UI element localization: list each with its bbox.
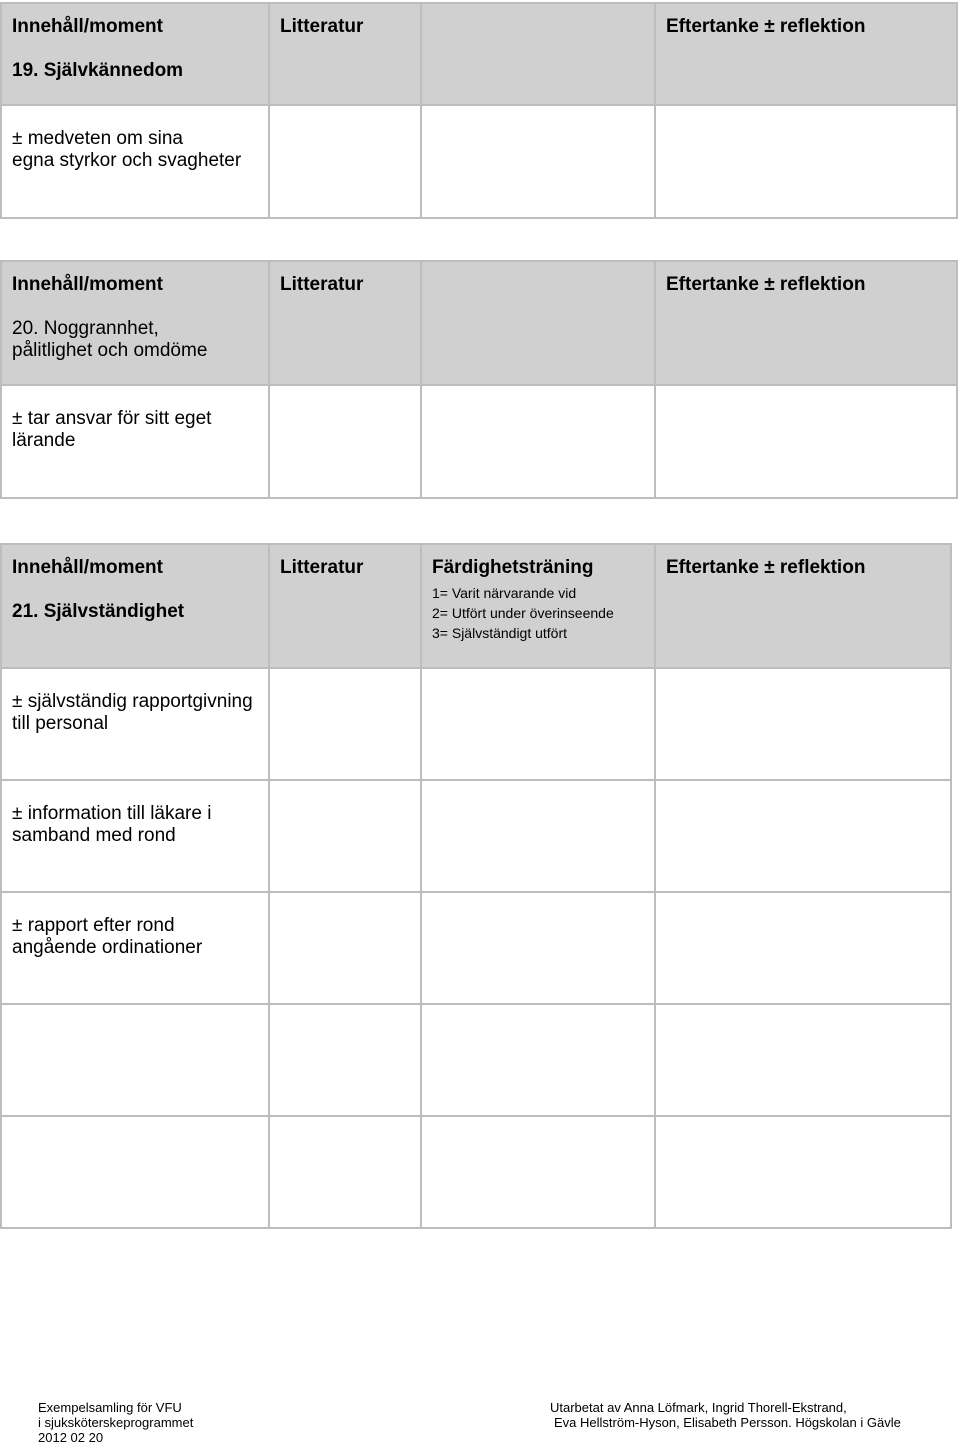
input-cell[interactable] — [655, 1116, 951, 1228]
legend-line: 1= Varit närvarande vid — [432, 585, 577, 601]
input-cell[interactable] — [269, 668, 421, 780]
input-cell[interactable] — [655, 780, 951, 892]
column-header-reflection: Eftertanke ± reflektion — [666, 16, 866, 37]
row-text-line: ± information till läkare i — [12, 803, 212, 824]
input-cell[interactable] — [421, 1116, 655, 1228]
row-text — [2, 669, 268, 735]
column-header-content: Innehåll/moment — [12, 274, 163, 295]
input-cell[interactable] — [421, 892, 655, 1004]
row-cell — [1, 780, 269, 892]
skills-legend — [422, 579, 654, 643]
header-reflection-cell — [655, 3, 957, 105]
input-cell[interactable] — [421, 385, 655, 498]
row-cell — [1, 105, 269, 218]
row-text — [2, 106, 268, 172]
column-header-reflection: Eftertanke ± reflektion — [666, 274, 866, 295]
column-header-literature: Litteratur — [280, 16, 364, 37]
section-title — [2, 296, 268, 362]
input-cell[interactable] — [655, 892, 951, 1004]
input-cell[interactable] — [269, 385, 421, 498]
header-literature-cell — [269, 544, 421, 668]
input-cell[interactable] — [421, 668, 655, 780]
header-skills-cell — [421, 544, 655, 668]
input-cell[interactable] — [421, 1004, 655, 1116]
column-header-reflection: Eftertanke ± reflektion — [666, 557, 866, 578]
row-cell — [1, 668, 269, 780]
section-title: 19. Självkännedom — [12, 60, 184, 81]
section-20-table — [0, 260, 958, 499]
row-cell — [1, 385, 269, 498]
input-cell[interactable] — [421, 105, 655, 218]
input-cell[interactable] — [655, 668, 951, 780]
header-literature-cell — [269, 3, 421, 105]
legend-line: 2= Utfört under överinseende — [432, 605, 614, 621]
section-title-line: 20. Noggrannhet, — [12, 318, 159, 339]
footer-right — [550, 1400, 901, 1430]
row-text — [2, 781, 268, 847]
row-text-line: egna styrkor och svagheter — [12, 150, 242, 171]
row-text-line: samband med rond — [12, 825, 176, 846]
row-text-line: lärande — [12, 430, 76, 451]
footer-right-line: Eva Hellström-Hyson, Elisabeth Persson. Högskolan i Gävle — [554, 1415, 901, 1430]
row-text-line: ± tar ansvar för sitt eget — [12, 408, 212, 429]
legend-line: 3= Självständigt utfört — [432, 625, 568, 641]
footer-left-line: i sjuksköterskeprogrammet — [38, 1415, 194, 1430]
row-text — [2, 893, 268, 959]
row-cell — [1, 892, 269, 1004]
column-header-content: Innehåll/moment — [12, 557, 163, 578]
footer-left — [38, 1400, 193, 1445]
header-blank-cell — [421, 3, 655, 105]
input-cell[interactable] — [421, 780, 655, 892]
row-text-line: ± medveten om sina — [12, 128, 183, 149]
row-text-line: ± rapport efter rond — [12, 915, 175, 936]
empty-row-cell[interactable] — [1, 1004, 269, 1116]
section-21-table — [0, 543, 952, 1229]
section-title: 21. Självständighet — [12, 601, 185, 622]
column-header-skills: Färdighetsträning — [432, 557, 594, 578]
header-reflection-cell — [655, 544, 951, 668]
header-blank-cell — [421, 261, 655, 385]
column-header-literature: Litteratur — [280, 274, 364, 295]
row-text — [2, 386, 268, 452]
empty-row-cell[interactable] — [1, 1116, 269, 1228]
footer-right-line: Utarbetat av Anna Löfmark, Ingrid Thorell-Ekstrand, — [550, 1400, 847, 1415]
section-title-line: pålitlighet och omdöme — [12, 340, 208, 361]
input-cell[interactable] — [269, 1004, 421, 1116]
input-cell[interactable] — [269, 1116, 421, 1228]
input-cell[interactable] — [269, 892, 421, 1004]
column-header-literature: Litteratur — [280, 557, 364, 578]
header-content-cell — [1, 3, 269, 105]
header-content-cell — [1, 261, 269, 385]
row-text-line: ± självständig rapportgivning — [12, 691, 253, 712]
input-cell[interactable] — [655, 105, 957, 218]
input-cell[interactable] — [269, 780, 421, 892]
header-literature-cell — [269, 261, 421, 385]
footer-left-line: 2012 02 20 — [38, 1430, 104, 1445]
section-19-table — [0, 2, 958, 219]
input-cell[interactable] — [655, 1004, 951, 1116]
header-content-cell — [1, 544, 269, 668]
input-cell[interactable] — [655, 385, 957, 498]
row-text-line: till personal — [12, 713, 109, 734]
footer-left-line: Exempelsamling för VFU — [38, 1400, 182, 1415]
row-text-line: angående ordinationer — [12, 937, 203, 958]
header-reflection-cell — [655, 261, 957, 385]
input-cell[interactable] — [269, 105, 421, 218]
column-header-content: Innehåll/moment — [12, 16, 163, 37]
